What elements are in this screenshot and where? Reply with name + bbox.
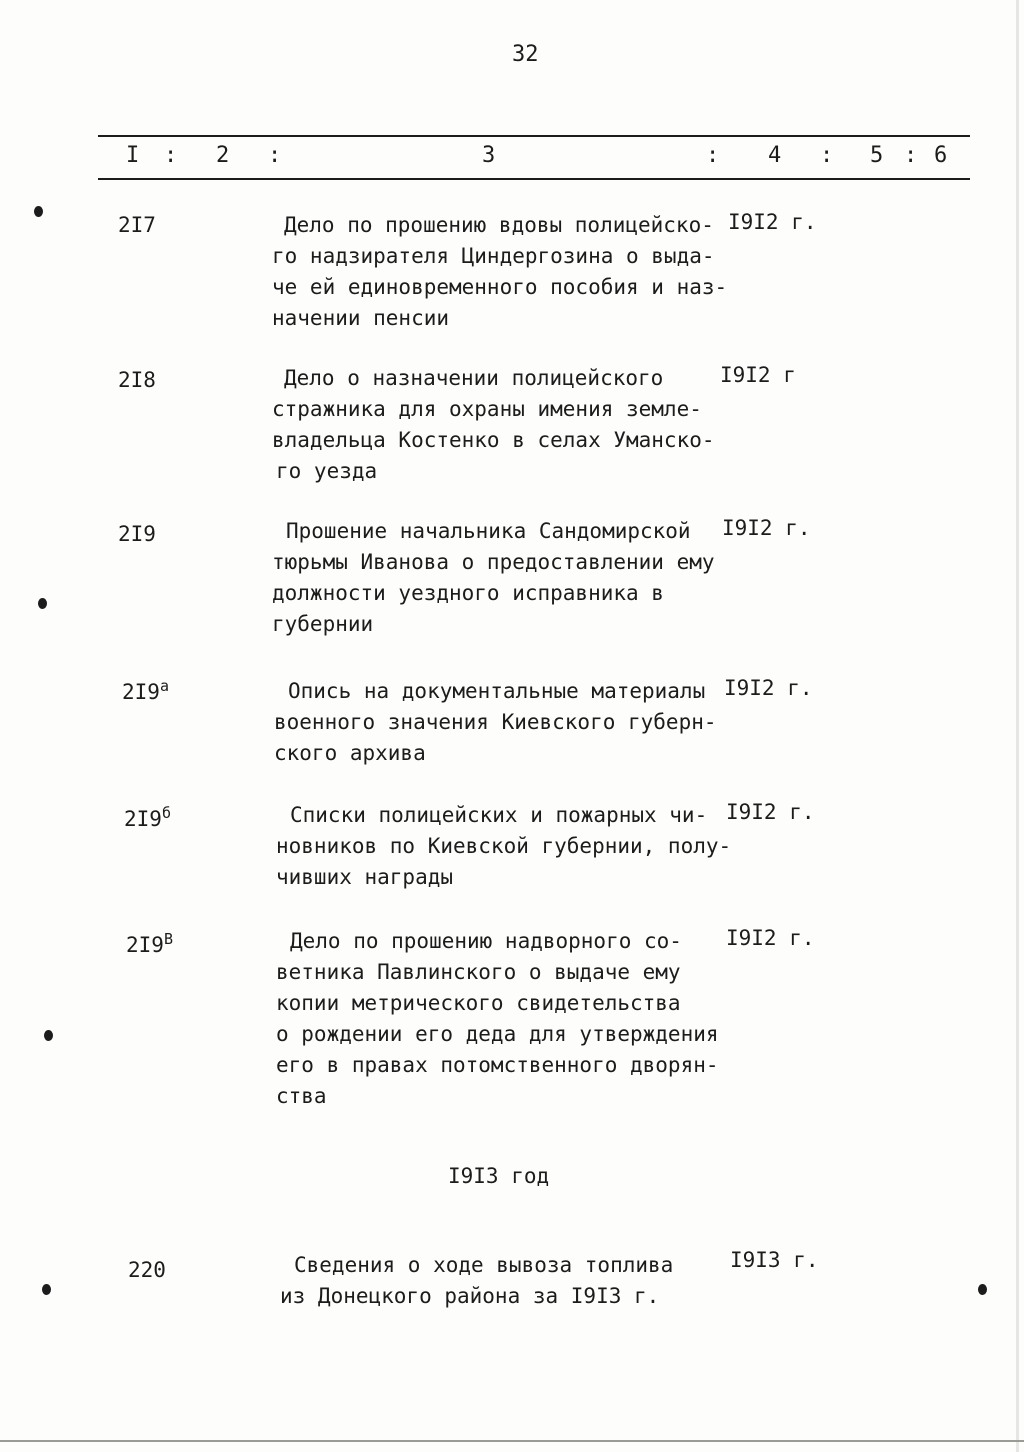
entry-description: Сведения о ходе вывоза топлива из Донецкого района за I9I3 г. [280, 1253, 674, 1308]
punch-mark [34, 206, 43, 217]
header-sep: : [820, 143, 834, 168]
header-col-5: 5 [870, 143, 884, 168]
header-top-rule [98, 135, 970, 137]
entry-year: I9I2 г. [726, 800, 815, 824]
entry-number: $2I9^В$ [126, 930, 173, 957]
entry-year: I9I2 г. [728, 210, 817, 234]
header-col-3: 3 [482, 143, 496, 168]
entry-description: Дело о назначении полицейского стражника для охраны имения земле- владельца Костенко в селах Уманско- го уезда [272, 366, 715, 483]
header-sep: : [706, 143, 720, 168]
header-sep: : [904, 143, 918, 168]
entry-number: 2I7 [118, 213, 156, 237]
entry-year: I9I2 г. [726, 926, 815, 950]
entry-number: $2I9^а$ [122, 677, 169, 704]
header-sep: : [268, 143, 282, 168]
entry-description: Прошение начальника Сандомирской тюрьмы Иванова о предоставлении ему должности уездного исправника в губернии [272, 519, 715, 636]
punch-mark [38, 598, 47, 609]
entry-number: 2I8 [118, 368, 156, 392]
section-title-1913: I9I3 год [448, 1164, 550, 1188]
entry-number: $2I9^б$ [124, 804, 171, 831]
scan-bottom-edge [0, 1440, 1024, 1442]
header-sep: : [164, 143, 178, 168]
header-col-6: 6 [934, 143, 948, 168]
entry-description: Дело по прошению вдовы полицейско- го надзирателя Циндергозина о выда- че ей единовременного пособия и наз- начении пенсии [272, 213, 728, 330]
entry-number: 2I9 [118, 522, 156, 546]
page-number: 32 [512, 42, 539, 67]
entry-year: I9I2 г [720, 363, 796, 387]
header-col-4: 4 [768, 143, 782, 168]
entry-description: Опись на документальные материалы военного значения Киевского губерн- ского архива [274, 679, 717, 765]
entry-number: 220 [128, 1258, 166, 1282]
punch-mark [978, 1284, 987, 1295]
page-edge [1016, 0, 1019, 1452]
header-col-1: I [126, 143, 140, 168]
header-col-2: 2 [216, 143, 230, 168]
entry-year: I9I2 г. [724, 676, 813, 700]
punch-mark [42, 1284, 51, 1295]
entry-description: Списки полицейских и пожарных чи- новников по Киевской губернии, полу- чивших награды [276, 803, 732, 889]
header-bottom-rule [98, 178, 970, 180]
entry-year: I9I3 г. [730, 1248, 819, 1272]
entry-year: I9I2 г. [722, 516, 811, 540]
entry-description: Дело по прошению надворного со- ветника Павлинского о выдаче ему копии метрического свидетельства о рождении его деда для утверждения его в правах потомственного дворян- ства [276, 929, 719, 1108]
punch-mark [44, 1030, 53, 1041]
